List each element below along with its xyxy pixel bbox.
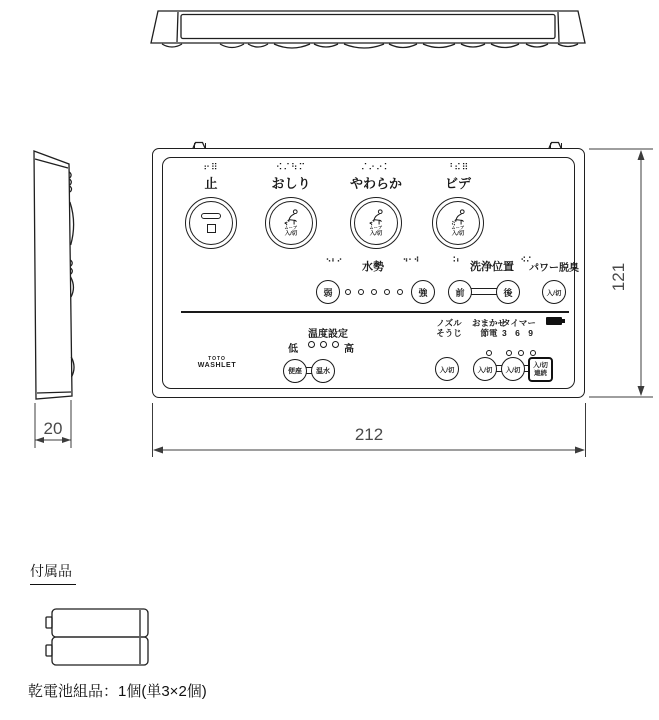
- level-dot: [384, 289, 390, 295]
- continuous-label-line2: 連続: [534, 369, 547, 377]
- temp-level-dot: [320, 341, 327, 348]
- soft-button: [350, 197, 402, 249]
- onoff-label: 入/切: [284, 230, 298, 237]
- water-temp-button: 温水: [311, 359, 335, 383]
- mount-tab: [550, 143, 562, 149]
- temp-level-dot: [308, 341, 315, 348]
- position-back-button: 後: [496, 280, 520, 304]
- omakase-label-line1: おまかせ: [471, 318, 506, 328]
- bidet-button-label: ビデ: [444, 176, 471, 191]
- braille-dots: ⠪⠌⠳⠍: [275, 163, 307, 173]
- level-dot: [371, 289, 377, 295]
- level-dot: [397, 289, 403, 295]
- onoff-label: 入/切: [369, 230, 383, 237]
- stop-button: [185, 197, 237, 249]
- temperature-setting-label: 温度設定: [308, 329, 348, 340]
- timer-onoff-button: 入/切: [501, 357, 525, 381]
- position-front-button: 前: [448, 280, 472, 304]
- timer-label: [495, 319, 543, 338]
- mount-tab: [194, 143, 206, 149]
- logo-line-washlet: WASHLET: [197, 362, 237, 369]
- wash-position-label: 洗浄位置: [470, 261, 514, 273]
- nozzle-label-line1: ノズル: [436, 318, 462, 328]
- deodorizer-onoff-button: 入/切: [542, 280, 566, 304]
- spray-person-icon: [363, 209, 389, 226]
- braille-dots: ⠖⠿: [203, 163, 219, 173]
- braille-dots: ⠨⠆: [450, 256, 462, 264]
- water-weak-button: 弱: [316, 280, 340, 304]
- move-label: ムーブ: [284, 225, 298, 230]
- remote-front-panel: [152, 148, 585, 398]
- soft-button-label: やわらか: [349, 176, 402, 191]
- omakase-onoff-button: 入/切: [473, 357, 497, 381]
- timer-label-line2: 3 6 9: [502, 327, 536, 338]
- temp-level-dot: [332, 341, 339, 348]
- logo-line-toto: TOTO: [208, 356, 226, 362]
- omakase-indicator-dot: [486, 350, 492, 356]
- onoff-label: 入/切: [451, 230, 465, 237]
- stop-button-label: 止: [204, 176, 218, 191]
- spray-person-icon: [445, 209, 471, 226]
- timer-indicator-dot: [506, 350, 512, 356]
- nozzle-onoff-button: 入/切: [435, 357, 459, 381]
- omakase-label-line2: 節電: [480, 327, 498, 338]
- stop-button-face: [189, 201, 233, 245]
- braille-dots: ⠪⠌: [520, 256, 532, 264]
- toto-washlet-logo: [193, 356, 241, 370]
- oshiri-button: [265, 197, 317, 249]
- width-dimension: 212: [354, 425, 384, 444]
- accessories-heading: 付属品: [30, 561, 76, 585]
- deodorizer-label: パワー脱臭: [529, 263, 579, 274]
- move-label: ムーブ: [369, 225, 383, 230]
- panel-divider-line: [181, 311, 569, 313]
- oshiri-button-label: おしり: [271, 176, 311, 191]
- move-label: ムーブ: [451, 225, 465, 230]
- seat-temp-button: 便座: [283, 359, 307, 383]
- braille-dots: ⠲⠂⠺: [402, 256, 420, 264]
- braille-dots: ⠘⠮⠿: [446, 163, 470, 173]
- timer-indicator-dot: [518, 350, 524, 356]
- height-dimension: 121: [609, 262, 628, 292]
- timer-label-line1: タイマー: [502, 318, 536, 328]
- battery-illustration: [38, 604, 158, 676]
- bidet-button-face: [436, 201, 480, 245]
- depth-dimension: 20: [43, 419, 63, 438]
- temp-low-label: 低: [288, 344, 298, 355]
- timer-indicator-dot: [530, 350, 536, 356]
- level-dot: [345, 289, 351, 295]
- temp-high-label: 高: [344, 344, 354, 355]
- battery-indicator-icon: [546, 317, 562, 325]
- stop-bar-icon: [201, 213, 221, 219]
- bidet-button: [432, 197, 484, 249]
- braille-dots: ⠌⠔⠔⠅: [360, 163, 392, 173]
- stop-square-icon: [207, 224, 216, 233]
- oshiri-button-face: [269, 201, 313, 245]
- water-pressure-label: 水勢: [362, 261, 384, 273]
- soft-button-face: [354, 201, 398, 245]
- continuous-onoff-button: [528, 357, 553, 382]
- battery-note: 乾電池組品：1個(単3×2個): [28, 683, 207, 700]
- continuous-label-line1: 入/切: [533, 362, 548, 369]
- water-strong-button: 強: [411, 280, 435, 304]
- level-dot: [358, 289, 364, 295]
- braille-dots: ⠢⠆⠔: [325, 256, 343, 264]
- nozzle-label-line2: そうじ: [436, 327, 462, 338]
- spray-person-icon: [278, 209, 304, 226]
